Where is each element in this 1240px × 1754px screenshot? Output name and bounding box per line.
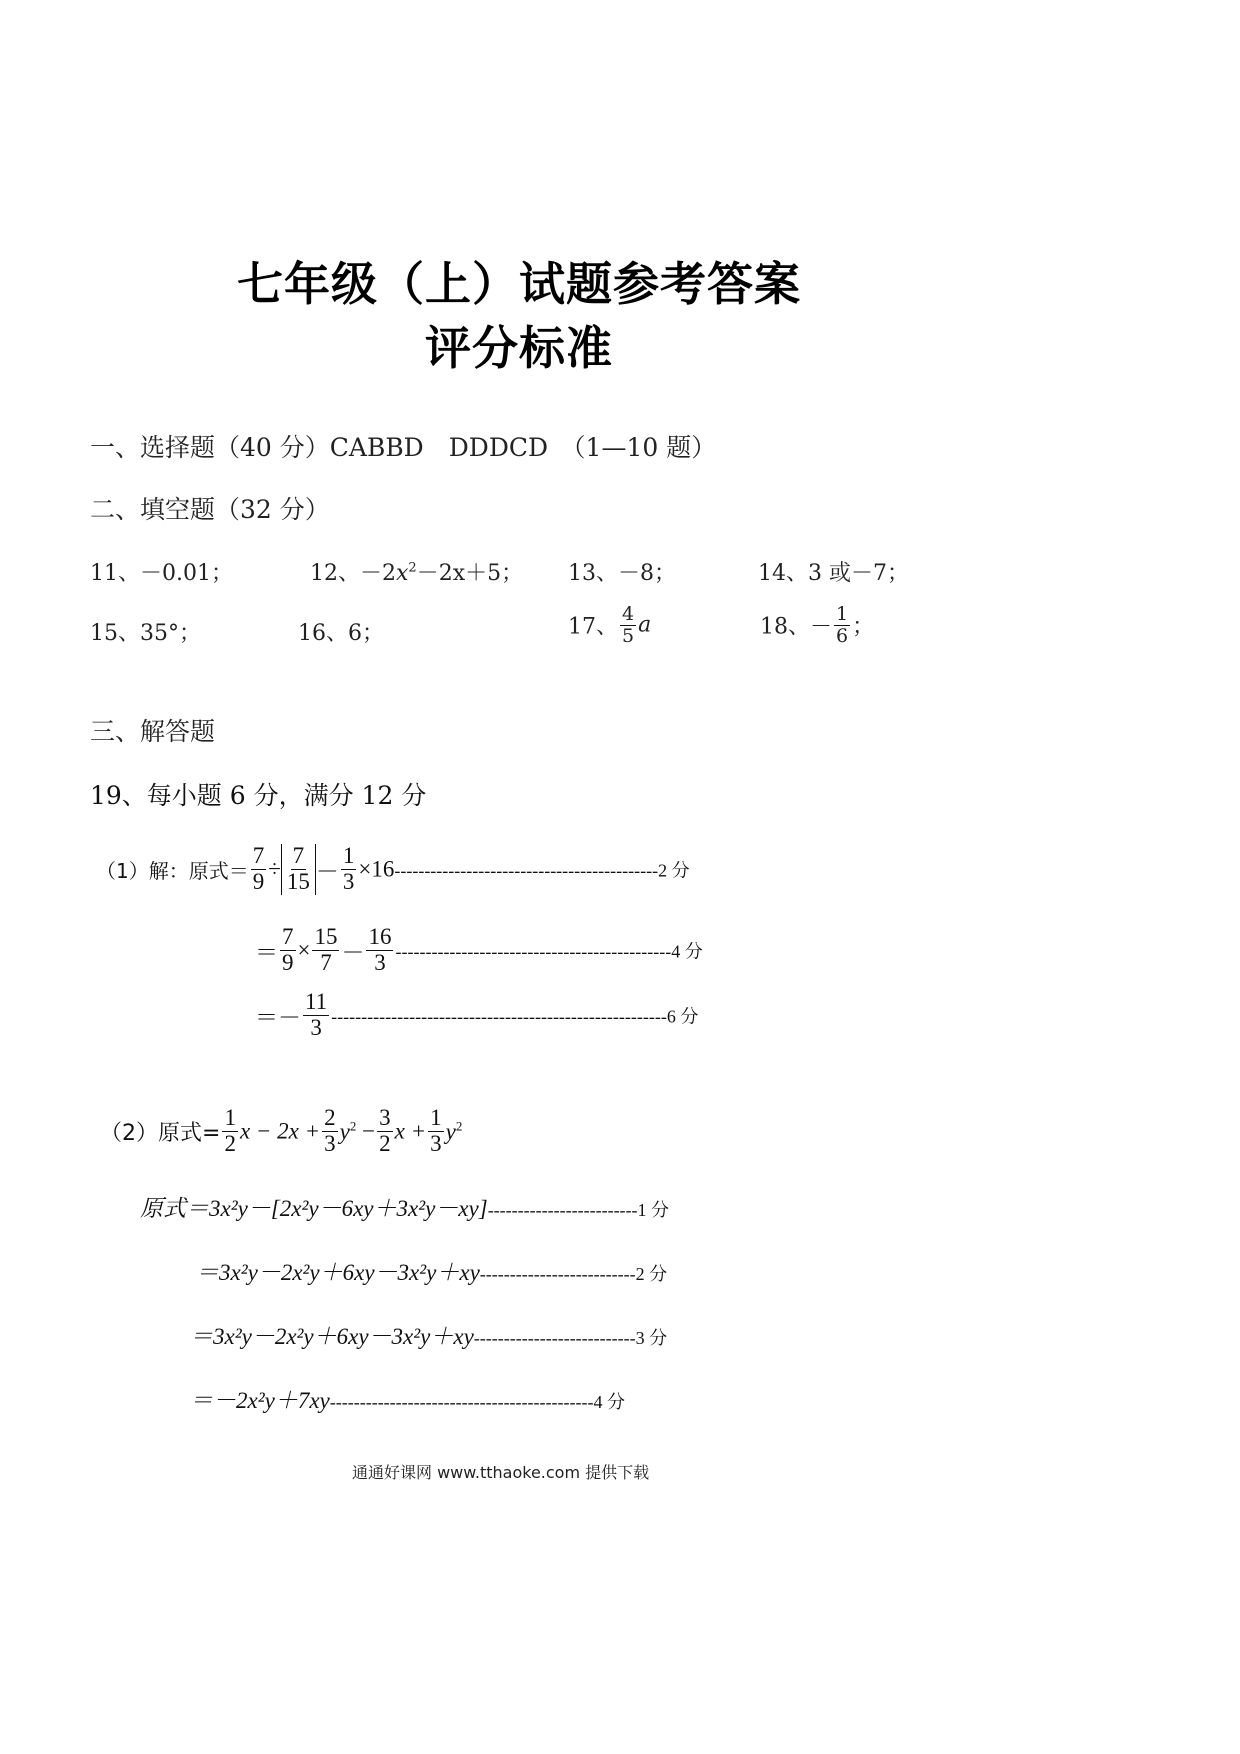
page-title: 七年级（上）试题参考答案 [237,257,801,311]
section-multiple-choice: 一、选择题（40 分）CABBD DDDCD （1—10 题） [90,433,717,462]
part2-expression: （2）原式= $\frac{1}{2}$ x − 2x + $\frac{2}{3}$ $y^2$ − $\frac{3}{2}$ x + $\frac{1}{3}$ $y^2$ [100,1105,463,1156]
answer-12: 12、$-2x^2-2x+5$； [310,560,524,586]
answer-14: 14、3 或－7； [758,561,909,586]
part3-step3: ＝3x²y－2x²y＋6xy－3x²y＋xy---------------------------3 分 [190,1324,668,1349]
answer-17: 17、 $\frac{4}{5}$ a [568,603,652,647]
answer-16: 16、6； [298,621,384,646]
footer-source: 通通好课网 www.tthaoke.com 提供下载 [352,1463,650,1482]
part1-step3: ＝－ $\frac{11}{3}$ --------------------------------------------------------6 分 [255,989,699,1040]
answer-15: 15、35°； [90,621,201,646]
part3-step4: ＝－2x²y＋7xy--------------------------------------------4 分 [190,1388,625,1413]
section-solutions: 三、解答题 [90,717,216,746]
part1-step1: （1）解：原式＝ $\frac{7}{9}$ ÷ $\frac{7}{15}$ － $\frac{1}{3}$ ×16--------------------------------------------2 分 [96,843,690,894]
question-19-heading: 19、每小题 6 分，满分 12 分 [90,781,427,810]
answer-18: 18、－ $\frac{1}{6}$ ； [760,603,875,647]
part3-step2: ＝3x²y－2x²y＋6xy－3x²y＋xy--------------------------2 分 [196,1260,668,1285]
answer-11: 11、－0.01； [90,561,233,586]
page-subtitle: 评分标准 [425,321,613,375]
part3-step1: 原式＝3x²y－[2x²y－6xy＋3x²y－xy]-------------------------1 分 [140,1196,670,1221]
part1-step2: ＝ $\frac{7}{9}$ × $\frac{15}{7}$ － $\frac{16}{3}$ ----------------------------------------------4 分 [255,924,703,975]
section-fill-in: 二、填空题（32 分） [90,495,330,524]
answer-13: 13、－8； [568,561,676,586]
